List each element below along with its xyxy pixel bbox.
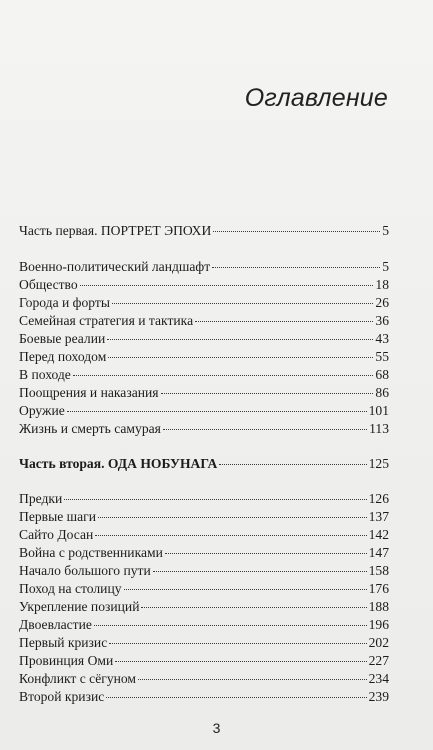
dot-leader: [213, 231, 380, 232]
entry-page: 101: [368, 403, 389, 418]
entry-title: Семейная стратегия и тактика: [19, 313, 194, 328]
toc-entry: [19, 420, 389, 438]
entry-title: Провинция Оми: [19, 653, 114, 668]
toc-entry: [19, 348, 389, 366]
entry-page: 176: [368, 581, 389, 596]
entry-title: Оружие: [19, 403, 65, 418]
dot-leader: [115, 661, 366, 662]
toc-entry: [19, 276, 389, 294]
entry-page: 43: [375, 331, 389, 346]
entry-page: 125: [368, 456, 389, 471]
dot-leader: [67, 411, 367, 412]
dot-leader: [98, 517, 367, 518]
toc-entry: [19, 330, 389, 348]
entry-title: Перед походом: [19, 349, 107, 364]
entry-page: 36: [375, 313, 389, 328]
entry-title: Часть вторая. ОДА НОБУНАГА: [19, 456, 218, 471]
dot-leader: [219, 464, 366, 465]
toc-entry: [19, 652, 389, 670]
entry-title: Первые шаги: [19, 509, 96, 524]
dot-leader: [153, 571, 367, 572]
entry-title: Конфликт с сёгуном: [19, 671, 137, 686]
entry-page: 234: [368, 671, 389, 686]
entry-title: Жизнь и смерть самурая: [19, 421, 161, 436]
entry-page: 147: [368, 545, 389, 560]
toc-entry: [19, 384, 389, 402]
toc-entry: [19, 222, 389, 240]
entry-page: 188: [368, 599, 389, 614]
dot-leader: [109, 643, 366, 644]
entry-title: Поход на столицу: [19, 581, 122, 596]
dot-leader: [112, 303, 373, 304]
entry-page: 202: [368, 635, 389, 650]
entry-page: 5: [382, 223, 389, 238]
entry-title: Первый кризис: [19, 635, 108, 650]
entry-page: 239: [368, 689, 389, 704]
dot-leader: [195, 321, 373, 322]
dot-leader: [106, 697, 366, 698]
entry-title: Двоевластие: [19, 617, 92, 632]
entry-page: 196: [368, 617, 389, 632]
dot-leader: [161, 393, 374, 394]
entry-title: Предки: [19, 491, 63, 506]
toc-entry: [19, 670, 389, 688]
toc-entry: [19, 526, 389, 544]
toc-entry: [19, 562, 389, 580]
toc-entry: [19, 312, 389, 330]
entry-title: Общество: [19, 277, 78, 292]
page-number: 3: [212, 720, 221, 736]
toc-title: Оглавление: [244, 84, 388, 112]
entry-page: 86: [375, 385, 389, 400]
toc-entry: [19, 402, 389, 420]
toc-entry: [19, 580, 389, 598]
dot-leader: [95, 535, 366, 536]
toc-entry: [19, 258, 389, 276]
entry-page: 142: [368, 527, 389, 542]
entry-title: Укрепление позиций: [19, 599, 140, 614]
entry-title: Второй кризис: [19, 689, 105, 704]
entry-title: Война с родственниками: [19, 545, 163, 560]
toc-entry: [19, 490, 389, 508]
entry-title: Военно-политический ландшафт: [19, 259, 211, 274]
entry-page: 227: [368, 653, 389, 668]
entry-title: Боевые реалии: [19, 331, 106, 346]
entry-page: 158: [368, 563, 389, 578]
dot-leader: [108, 357, 373, 358]
entry-title: Поощрения и наказания: [19, 385, 159, 400]
entry-page: 18: [375, 277, 389, 292]
entry-title: В походе: [19, 367, 71, 382]
entry-page: 26: [375, 295, 389, 310]
entry-page: 55: [375, 349, 389, 364]
toc-entry: [19, 294, 389, 312]
dot-leader: [163, 429, 367, 430]
entry-page: 5: [382, 259, 389, 274]
toc-entry: [19, 544, 389, 562]
toc-entry: [19, 455, 389, 473]
entry-title: Города и форты: [19, 295, 110, 310]
dot-leader: [165, 553, 367, 554]
dot-leader: [138, 679, 367, 680]
entry-title: Начало большого пути: [19, 563, 151, 578]
entry-title: Часть первая. ПОРТРЕТ ЭПОХИ: [19, 223, 212, 238]
dot-leader: [212, 267, 380, 268]
dot-leader: [64, 499, 366, 500]
toc-entry: [19, 616, 389, 634]
dot-leader: [73, 375, 374, 376]
entry-page: 126: [368, 491, 389, 506]
toc-entry: [19, 508, 389, 526]
entry-page: 113: [369, 421, 389, 436]
toc-entry: [19, 688, 389, 706]
dot-leader: [107, 339, 373, 340]
entry-page: 137: [368, 509, 389, 524]
dot-leader: [94, 625, 367, 626]
toc-entry: [19, 598, 389, 616]
entry-page: 68: [375, 367, 389, 382]
entry-title: Сайто Досан: [19, 527, 94, 542]
dot-leader: [124, 589, 367, 590]
toc-entry: [19, 634, 389, 652]
dot-leader: [141, 607, 366, 608]
toc-entry: [19, 366, 389, 384]
dot-leader: [80, 285, 374, 286]
